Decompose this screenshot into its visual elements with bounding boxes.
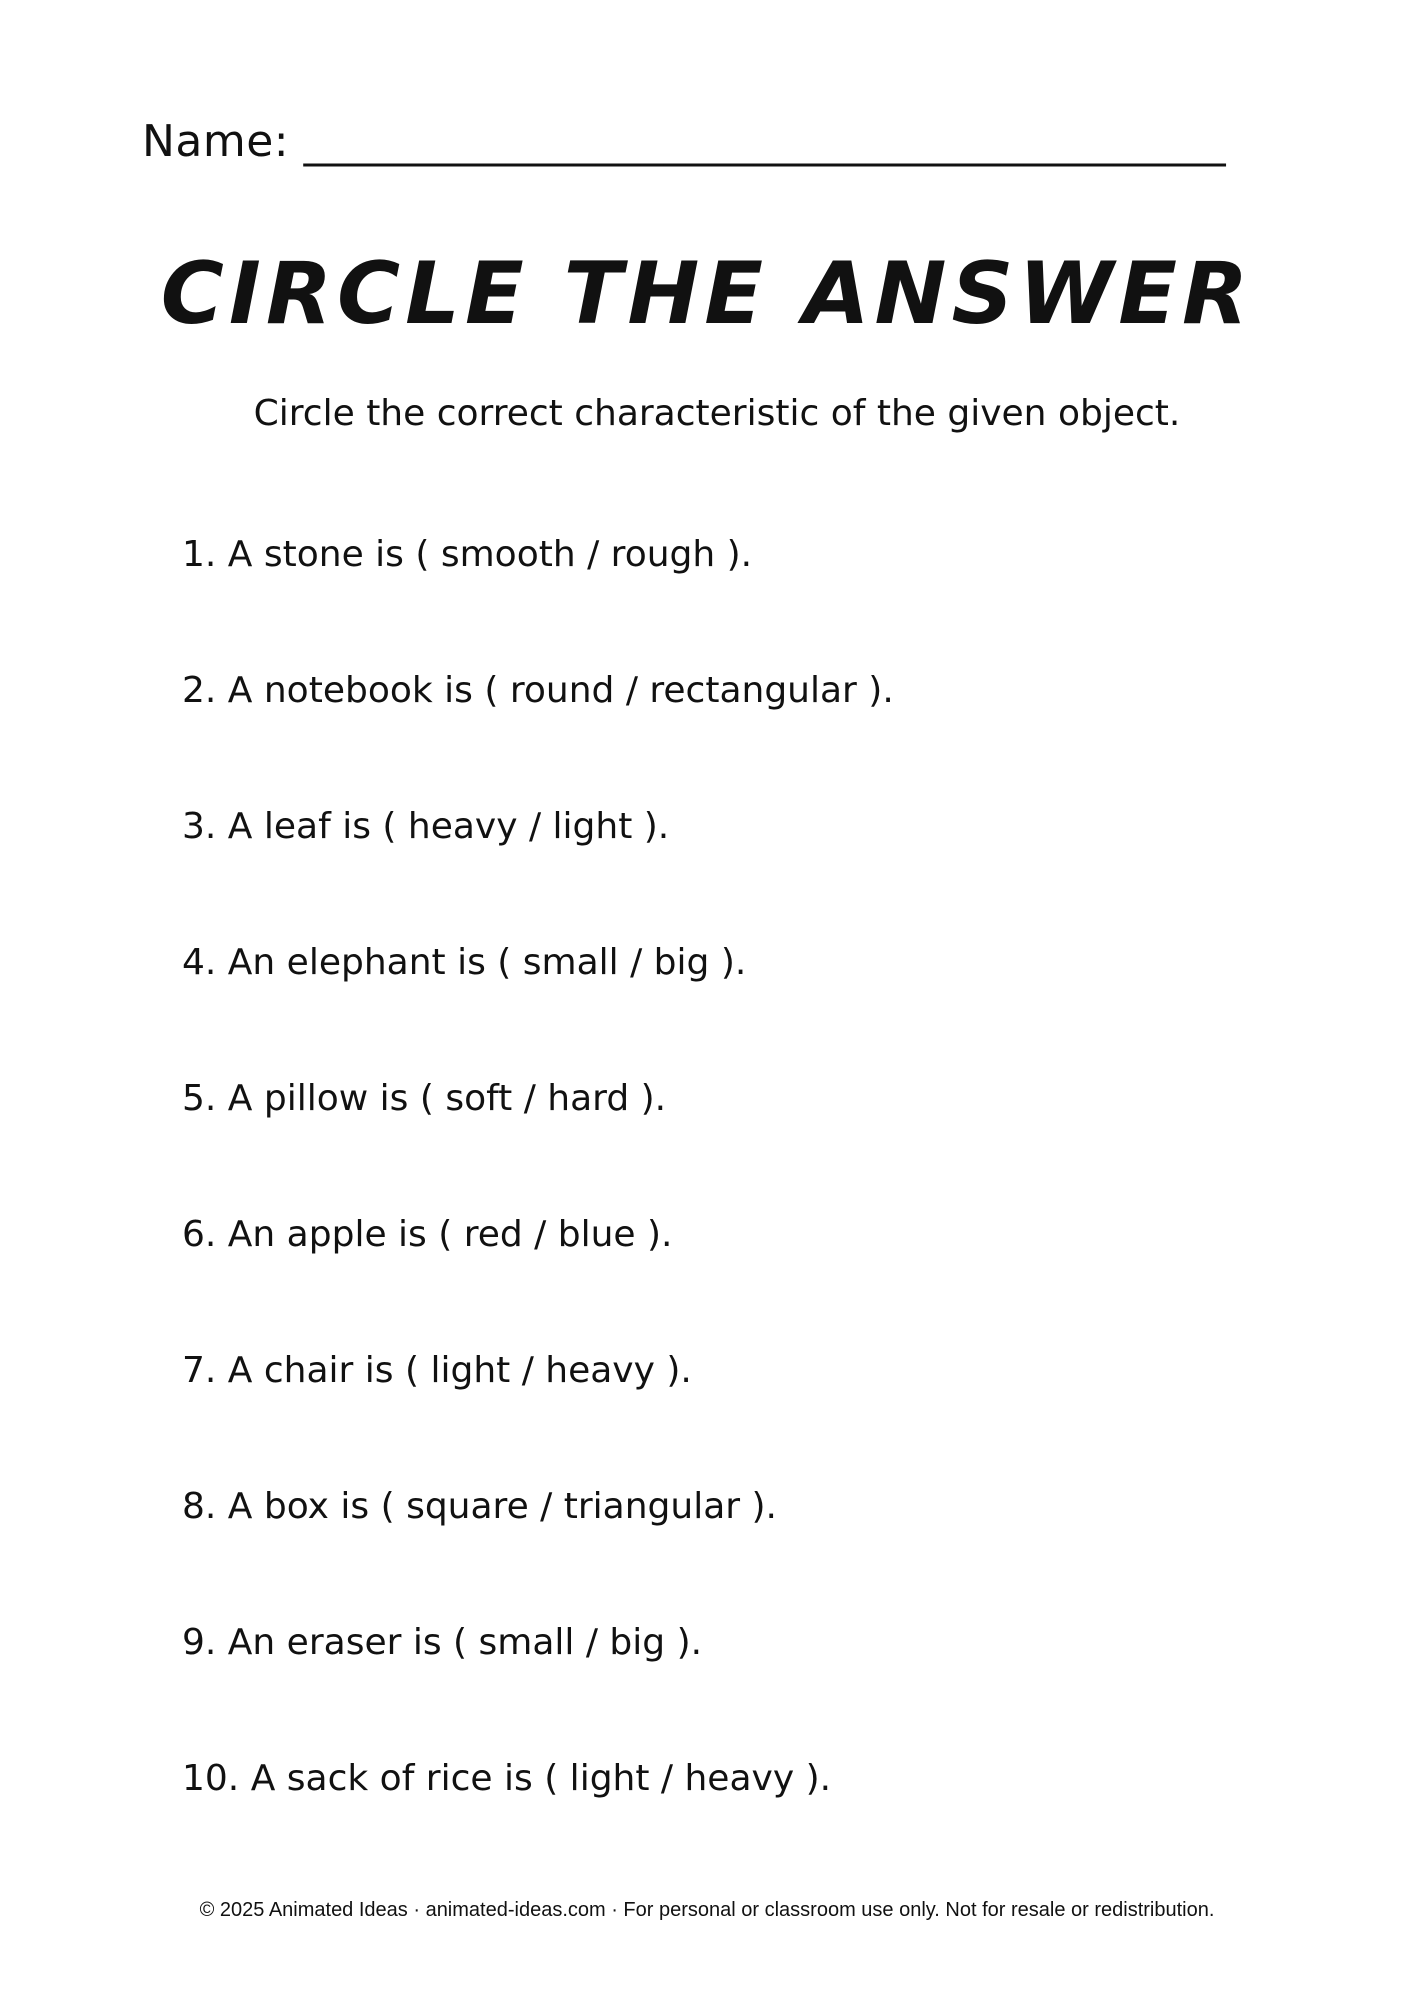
worksheet-title: CIRCLE THE ANSWER: [160, 244, 1254, 344]
question-item: 9. An eraser is ( small / big ).: [182, 1622, 703, 1663]
question-item: 4. An elephant is ( small / big ).: [182, 942, 747, 983]
question-item: 6. An apple is ( red / blue ).: [182, 1214, 673, 1255]
question-item: 5. A pillow is ( soft / hard ).: [182, 1078, 667, 1119]
question-item: 7. A chair is ( light / heavy ).: [182, 1350, 692, 1391]
instructions-text: Circle the correct characteristic of the given object.: [253, 393, 1181, 434]
question-item: 10. A sack of rice is ( light / heavy ).: [182, 1758, 832, 1799]
name-field[interactable]: [142, 112, 1226, 172]
copyright-footer: © 2025 Animated Ideas · animated-ideas.com · For personal or classroom use only. Not for resale or redistribution.: [199, 1899, 1215, 1921]
question-item: 2. A notebook is ( round / rectangular ).: [182, 670, 894, 711]
question-item: 3. A leaf is ( heavy / light ).: [182, 806, 670, 847]
question-item: 1. A stone is ( smooth / rough ).: [182, 534, 753, 575]
name-label: Name:: [142, 116, 290, 167]
question-list: [182, 527, 894, 1887]
name-blank-line[interactable]: _________________________________________: [303, 116, 1227, 167]
question-item: 8. A box is ( square / triangular ).: [182, 1486, 777, 1527]
